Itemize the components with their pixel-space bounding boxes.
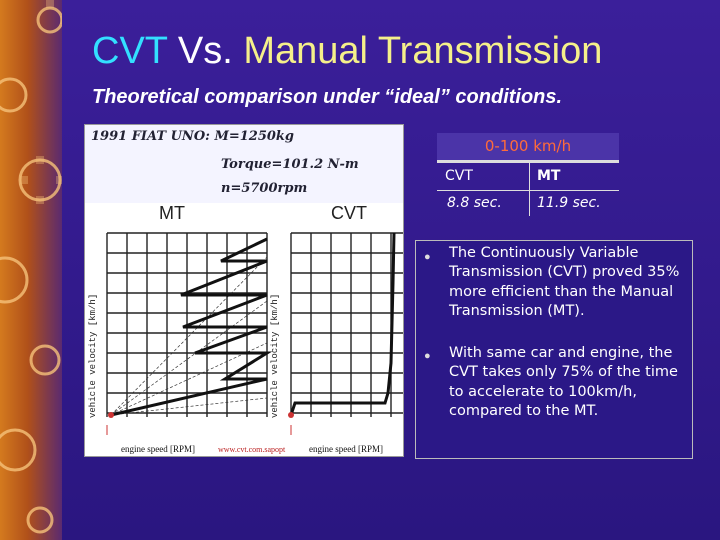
table-col-cvt: CVT bbox=[445, 168, 473, 184]
title-vs: Vs. bbox=[177, 30, 233, 72]
spec-torque: Torque=101.2 N-m bbox=[221, 157, 359, 172]
cvt-grid bbox=[291, 233, 403, 417]
title-manual: Manual Transmission bbox=[243, 30, 603, 72]
bullet-box bbox=[415, 240, 693, 459]
slide-subtitle: Theoretical comparison under “ideal” conditions. bbox=[92, 86, 563, 108]
mt-chart-title: MT bbox=[159, 203, 185, 223]
spec-box bbox=[85, 125, 403, 203]
gear-icon bbox=[0, 0, 62, 540]
slide-title bbox=[92, 30, 602, 73]
cvt-ylabel: vehicle velocity [km/h] bbox=[270, 293, 280, 418]
cvt-xlabel: engine speed [RPM] bbox=[309, 444, 383, 454]
title-cvt: CVT bbox=[92, 30, 168, 72]
mt-shift-curve bbox=[111, 239, 267, 415]
spec-rpm: n=5700rpm bbox=[221, 181, 308, 196]
table-header: 0-100 km/h bbox=[437, 133, 619, 162]
gear-shift-charts bbox=[85, 203, 403, 455]
table-col-mt: MT bbox=[537, 168, 561, 184]
mt-ylabel: vehicle velocity [km/h] bbox=[88, 293, 98, 418]
spec-car: 1991 FIAT UNO: M=1250kg bbox=[91, 129, 295, 144]
mt-xlabel: engine speed [RPM] bbox=[121, 444, 195, 454]
bullet-icon: ● bbox=[424, 350, 431, 362]
table-val-mt: 11.9 sec. bbox=[537, 195, 601, 211]
table-col-divider bbox=[529, 162, 530, 216]
decorative-left-bar bbox=[0, 0, 62, 540]
table-row-divider bbox=[437, 190, 619, 191]
cvt-curve bbox=[291, 233, 394, 415]
comparison-figure bbox=[84, 124, 404, 457]
cvt-chart-title: CVT bbox=[331, 203, 367, 223]
bullet-icon: ● bbox=[424, 251, 431, 263]
table-val-cvt: 8.8 sec. bbox=[447, 195, 502, 211]
bullet-text-2: With same car and engine, the CVT takes only 75% of the time to accelerate to 100km/h, compared to the MT. bbox=[449, 345, 678, 420]
source-credit: www.cvt.com.sapopt bbox=[218, 445, 286, 454]
bullet-text-1: The Continuously Variable Transmission (CVT) proved 35% more efficient than the Manual Transmission (MT). bbox=[449, 245, 680, 320]
cvt-start-point bbox=[288, 412, 294, 418]
table-divider bbox=[437, 162, 619, 163]
mt-start-point bbox=[108, 412, 114, 418]
